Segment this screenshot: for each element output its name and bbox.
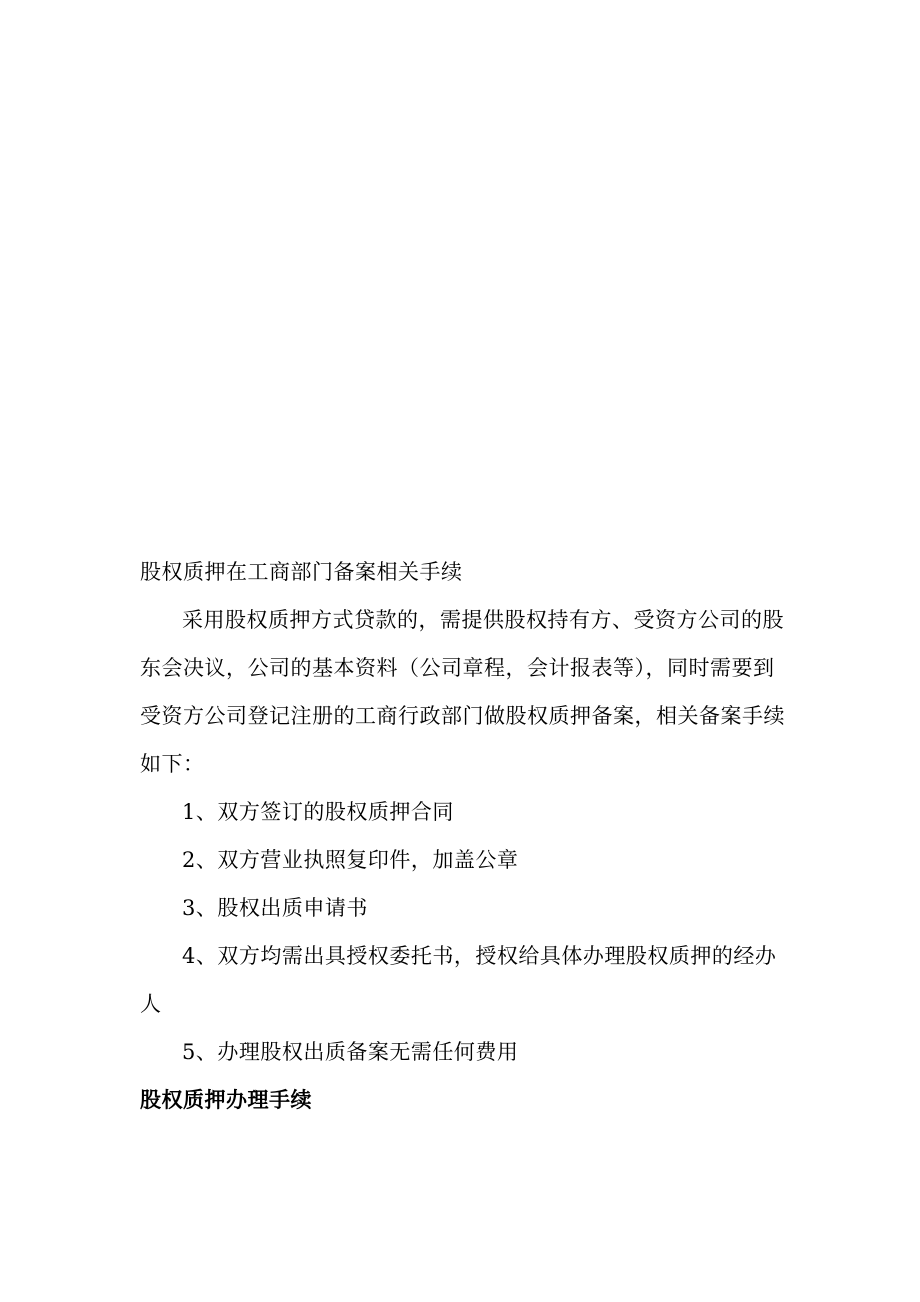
list-item: 2、双方营业执照复印件，加盖公章 — [182, 848, 519, 872]
intro-line: 采用股权质押方式贷款的，需提供股权持有方、受资方公司的股 — [182, 608, 784, 632]
document-heading: 股权质押在工商部门备案相关手续 — [140, 560, 463, 584]
list-item-continuation: 人 — [140, 992, 162, 1016]
document-body — [140, 548, 790, 1124]
intro-line: 如下： — [140, 752, 205, 776]
list-item: 1、双方签订的股权质押合同 — [182, 800, 454, 824]
intro-line: 受资方公司登记注册的工商行政部门做股权质押备案，相关备案手续 — [140, 704, 785, 728]
intro-line: 东会决议，公司的基本资料（公司章程，会计报表等），同时需要到 — [140, 656, 775, 680]
list-item: 4、双方均需出具授权委托书，授权给具体办理股权质押的经办 — [182, 944, 777, 968]
list-item: 5、办理股权出质备案无需任何费用 — [182, 1040, 519, 1064]
intro-paragraph — [140, 596, 790, 788]
list-item: 3、股权出质申请书 — [182, 896, 368, 920]
section-title: 股权质押办理手续 — [140, 1087, 312, 1112]
